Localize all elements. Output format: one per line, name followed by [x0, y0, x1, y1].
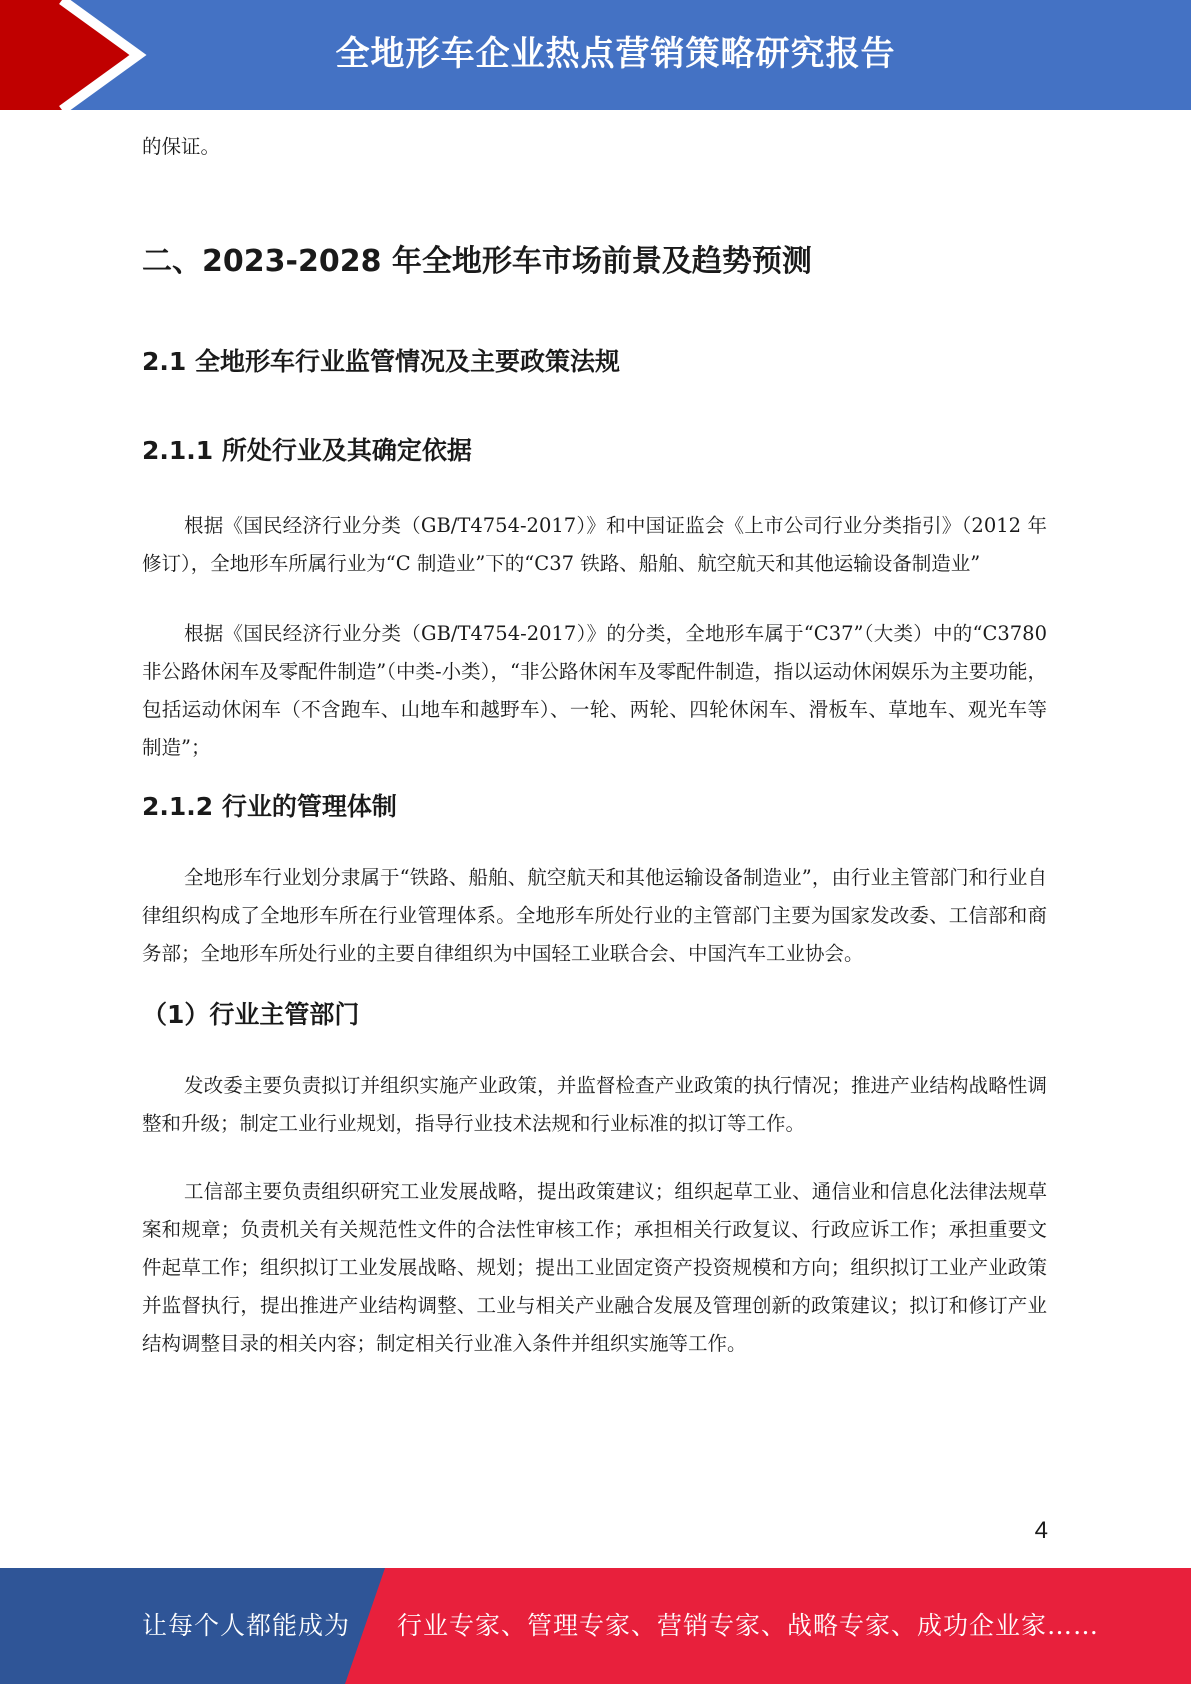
document-body [142, 128, 1047, 1363]
paragraph-management-system: 全地形车行业划分隶属于“铁路、船舶、航空航天和其他运输设备制造业”，由行业主管部门和行业自律组织构成了全地形车所在行业管理体系。全地形车所处行业的主管部门主要为国家发改委、工信部和商务部；全地形车所处行业的主要自律组织为中国轻工业联合会、中国汽车工业协会。 [142, 866, 1047, 965]
paragraph-industry-classification: 根据《国民经济行业分类（GB/T4754-2017）》的分类，全地形车属于“C37”（大类）中的“C3780 非公路休闲车及零配件制造”（中类-小类），“非公路休闲车及零配件制造，指以运动休闲娱乐为主要功能，包括运动休闲车（不含跑车、山地车和越野车）、一轮、两轮、四轮休闲车、滑板车、草地车、观光车等制造”； [142, 622, 1047, 759]
header-chevron-decoration [0, 0, 160, 110]
report-title: 全地形车企业热点营销策略研究报告 [335, 34, 896, 74]
footer-slogan-right: 行业专家、管理专家、营销专家、战略专家、成功企业家…… [397, 1611, 1100, 1640]
page-footer [0, 1568, 1191, 1684]
paragraph-ndrc-duties: 发改委主要负责拟订并组织实施产业政策，并监督检查产业政策的执行情况；推进产业结构战略性调整和升级；制定工业行业规划，指导行业技术法规和行业标准的拟订等工作。 [142, 1074, 1047, 1135]
footer-slogan-left: 让每个人都能成为 [142, 1611, 351, 1640]
subsection-heading-2-1-1: 2.1.1 所处行业及其确定依据 [142, 436, 472, 465]
section-heading: 二、2023-2028 年全地形车市场前景及趋势预测 [142, 244, 812, 279]
subsection-heading-2-1: 2.1 全地形车行业监管情况及主要政策法规 [142, 347, 620, 376]
page-number: 4 [1034, 1517, 1048, 1544]
subsection-heading-2-1-2: 2.1.2 行业的管理体制 [142, 792, 397, 821]
intro-tail-text: 的保证。 [142, 135, 221, 158]
page-header [0, 0, 1191, 110]
paragraph-industry-basis: 根据《国民经济行业分类（GB/T4754-2017）》和中国证监会《上市公司行业分类指引》（2012 年修订），全地形车所属行业为“C 制造业”下的“C37 铁路、船舶、航空航天和其他运输设备制造业” [142, 514, 1047, 575]
paragraph-miit-duties: 工信部主要负责组织研究工业发展战略，提出政策建议；组织起草工业、通信业和信息化法律法规草案和规章；负责机关有关规范性文件的合法性审核工作；承担相关行政复议、行政应诉工作；承担重要文件起草工作；组织拟订工业发展战略、规划；提出工业固定资产投资规模和方向；组织拟订工业产业政策并监督执行，提出推进产业结构调整、工业与相关产业融合发展及管理创新的政策建议；拟订和修订产业结构调整目录的相关内容；制定相关行业准入条件并组织实施等工作。 [142, 1180, 1047, 1355]
item-heading-authority: （1）行业主管部门 [142, 1000, 360, 1029]
